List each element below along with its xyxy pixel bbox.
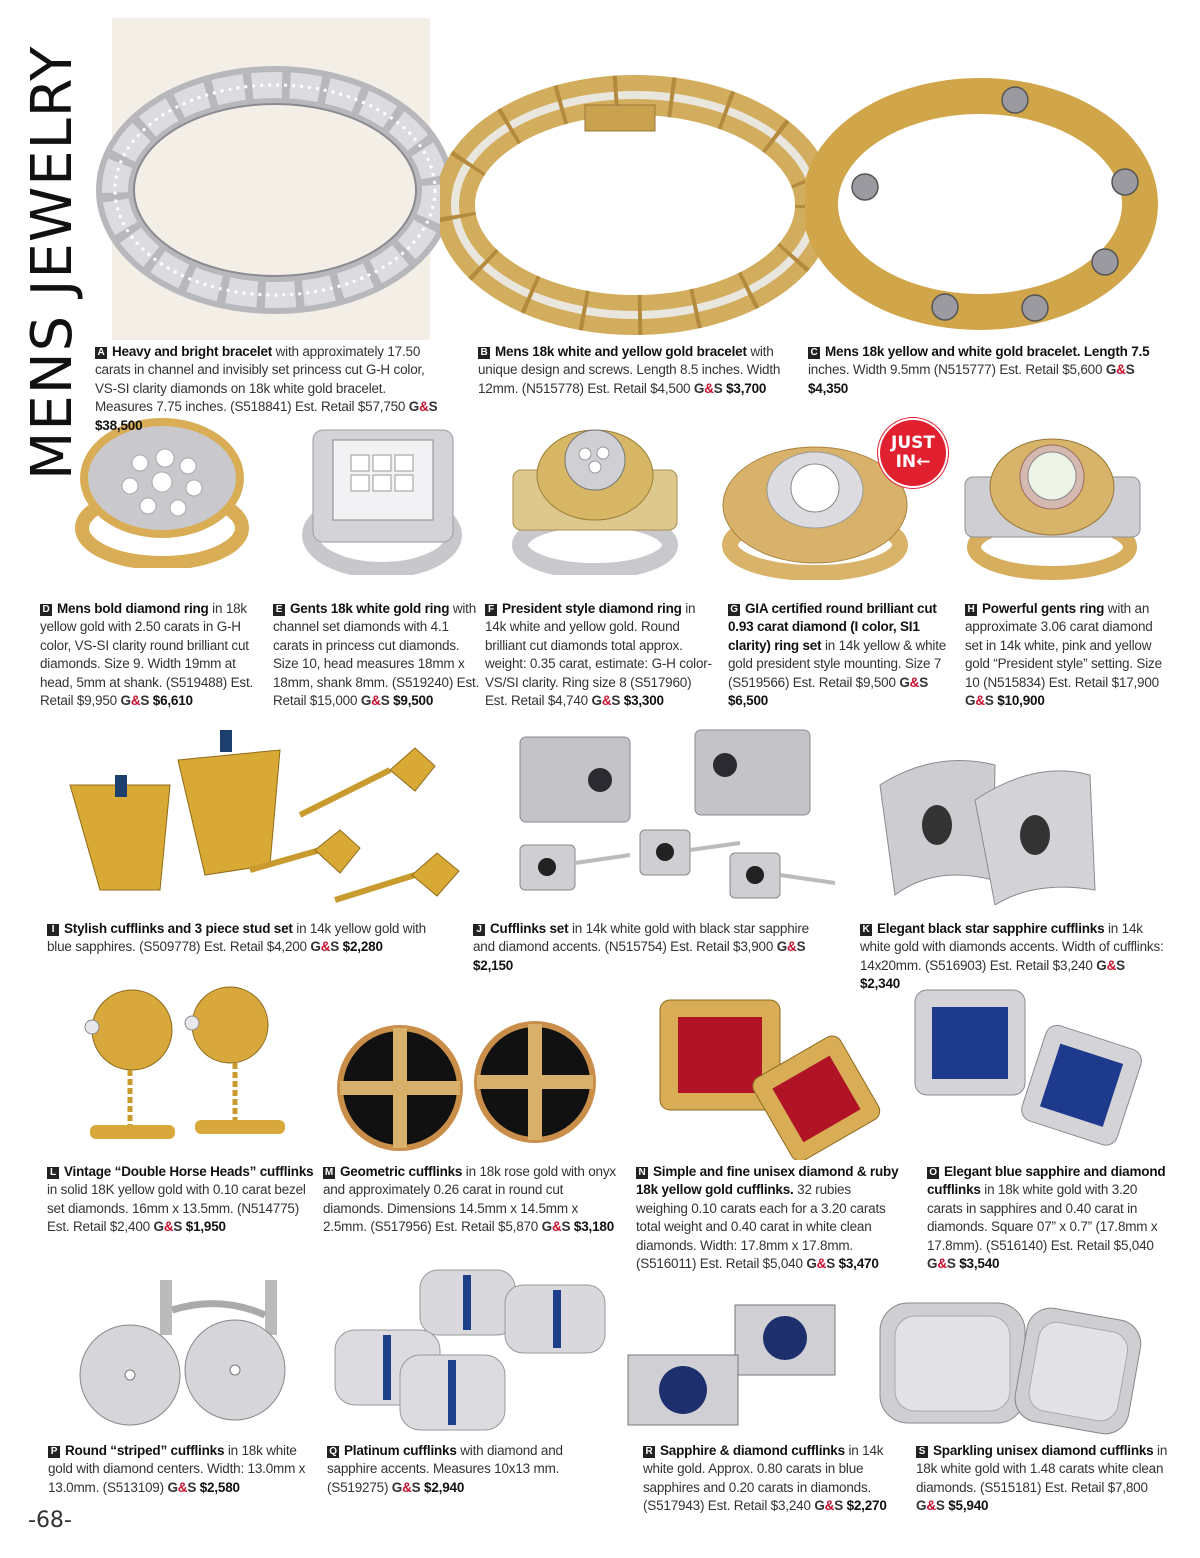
item-price: $2,270 <box>846 1498 887 1514</box>
item-letter-badge: K <box>860 924 872 936</box>
gs-label <box>409 399 438 414</box>
item-name: Stylish cufflinks and 3 piece stud set <box>64 921 293 936</box>
cufflinks-j-image <box>500 725 845 905</box>
gs-s: S <box>946 1256 956 1272</box>
gs-s: S <box>611 693 621 709</box>
item-price: $10,900 <box>997 693 1045 709</box>
gs-s: S <box>919 674 928 690</box>
caption-h <box>965 600 1170 710</box>
item-name: Elegant blue sapphire and diamond cufflinks <box>927 1164 1166 1198</box>
page-number: -68- <box>28 1508 72 1533</box>
item-price: $2,580 <box>199 1479 240 1495</box>
gs-amp: & <box>909 674 920 690</box>
gs-s: S <box>796 939 806 955</box>
caption-e <box>273 600 485 710</box>
gs-amp: & <box>824 1498 835 1514</box>
item-price: $3,470 <box>838 1256 879 1272</box>
gs-g: G <box>776 939 788 955</box>
gs-g: G <box>167 1479 178 1495</box>
gs-s: S <box>187 1479 197 1495</box>
gs-s: S <box>330 939 340 955</box>
item-name: Heavy and bright bracelet <box>112 344 273 359</box>
gs-s: S <box>1116 957 1125 973</box>
item-price: $3,180 <box>573 1219 615 1235</box>
gs-g: G <box>927 1256 938 1272</box>
gs-g: G <box>806 1256 817 1272</box>
cufflinks-s-image <box>875 1298 1150 1438</box>
gs-s: S <box>984 693 994 709</box>
item-letter-badge: G <box>728 604 740 616</box>
cufflinks-i-image <box>60 725 480 910</box>
ring-e-image <box>295 425 470 575</box>
caption-r <box>643 1442 905 1516</box>
item-description: inches. Width 9.5mm (N515777) Est. Retail $5,600 <box>808 362 1106 378</box>
item-description: in 14k yellow & white gold president style mounting. Size 7 (S519566) Est. Retail $9,500 <box>728 637 947 690</box>
gs-s: S <box>561 1219 571 1235</box>
gs-s: S <box>713 380 723 396</box>
gs-amp: & <box>601 693 612 709</box>
gs-label <box>361 693 390 708</box>
cufflinks-q-image <box>330 1265 615 1435</box>
gs-amp: & <box>937 1256 947 1272</box>
gs-s: S <box>1125 362 1135 378</box>
gs-label <box>694 381 723 396</box>
item-price: $6,500 <box>728 693 769 709</box>
item-price: $5,940 <box>948 1498 989 1514</box>
gs-g: G <box>541 1219 552 1235</box>
gs-amp: & <box>320 939 331 955</box>
gs-s: S <box>173 1219 183 1235</box>
cufflinks-l-image <box>70 985 300 1160</box>
gs-amp: & <box>402 1479 412 1495</box>
gs-amp: & <box>1116 362 1126 378</box>
gs-label <box>927 1256 956 1271</box>
gs-label <box>777 939 806 954</box>
caption-g <box>728 600 948 710</box>
gs-g: G <box>310 939 321 955</box>
item-letter-badge: S <box>916 1446 928 1458</box>
gs-amp: & <box>130 693 141 709</box>
item-description: in 14k white and yellow gold. Round brilliant cut diamonds total approx. weight: 0.35 carat, estimate: G-H color-VS/SI clarity. Ring size 8 (S517960) Est. Retail $4,740 <box>485 601 712 709</box>
gs-g: G <box>899 674 910 690</box>
item-description: in 18k white gold with 1.48 carats white clean diamonds. (S515181) Est. Retail $7,800 <box>916 1443 1168 1495</box>
gs-amp: & <box>704 380 714 396</box>
item-name: Sapphire & diamond cufflinks <box>660 1443 845 1458</box>
gs-amp: & <box>1106 957 1117 973</box>
item-description: in 14k yellow gold with blue sapphires. (S509778) Est. Retail $4,200 <box>47 921 426 955</box>
gs-amp: & <box>551 1219 562 1235</box>
gs-s: S <box>935 1498 945 1514</box>
gs-g: G <box>1105 362 1117 378</box>
gs-label <box>1106 362 1135 377</box>
item-price: $6,610 <box>152 693 193 709</box>
item-name: Mens 18k white and yellow gold bracelet <box>495 344 747 359</box>
cufflinks-r-image <box>620 1300 860 1430</box>
item-letter-badge: B <box>478 347 490 359</box>
item-letter-badge: C <box>808 347 820 359</box>
ring-f-image <box>505 420 685 575</box>
item-description: in 14k white gold with diamonds accents. Width of cufflinks: 14x20mm. (S516903) Est. Retail $3,240 <box>860 921 1164 973</box>
gs-amp: & <box>371 693 381 709</box>
item-price: $4,350 <box>808 380 849 396</box>
item-description: with diamond and sapphire accents. Measures 10x13 mm. (S519275) <box>327 1443 563 1495</box>
cufflinks-m-image <box>330 1020 615 1155</box>
gs-g: G <box>408 399 420 415</box>
gs-s: S <box>411 1479 421 1495</box>
item-price: $1,950 <box>185 1219 226 1235</box>
caption-b <box>478 343 788 398</box>
gs-s: S <box>428 399 438 415</box>
gs-amp: & <box>975 693 985 709</box>
caption-n <box>636 1163 906 1273</box>
item-letter-badge: I <box>47 924 59 936</box>
caption-q <box>327 1442 612 1497</box>
item-description: in 18k rose gold with onyx and approximately 0.26 carat in round cut diamonds. Dimensions 14.5mm x 14.5mm x 2.5mm. (S517956) Est. Retail $5,870 <box>323 1164 616 1235</box>
cufflinks-k-image <box>875 730 1175 905</box>
caption-c <box>808 343 1153 398</box>
gs-label <box>310 939 339 954</box>
caption-i <box>47 920 427 957</box>
item-description: 32 rubies weighing 0.10 carats each for a 3.20 carats total weight and 0.40 carat in white clean diamonds. Width: 17.8mm x 17.8mm. (S516011) Est. Retail $5,040 <box>636 1182 886 1272</box>
caption-j <box>473 920 813 975</box>
item-letter-badge: Q <box>327 1446 339 1458</box>
gs-g: G <box>916 1498 927 1514</box>
caption-p <box>48 1442 316 1497</box>
item-description: in solid 18K yellow gold with 0.10 carat bezel set diamonds. 16mm x 13.5mm. (N514775) Est. Retail $2,400 <box>47 1182 306 1235</box>
gs-g: G <box>120 693 131 709</box>
caption-l <box>47 1163 317 1237</box>
gs-s: S <box>140 693 150 709</box>
item-letter-badge: R <box>643 1446 655 1458</box>
caption-f <box>485 600 715 710</box>
gs-label <box>806 1256 835 1271</box>
item-letter-badge: O <box>927 1167 939 1179</box>
gs-label <box>392 1480 421 1495</box>
just-in-line-1: JUST <box>891 433 935 453</box>
gs-g: G <box>693 380 705 396</box>
item-letter-badge: N <box>636 1167 648 1179</box>
gs-label <box>154 1219 183 1234</box>
gs-label <box>167 1480 196 1495</box>
item-price: $9,500 <box>393 693 434 709</box>
item-price: $3,540 <box>959 1256 1000 1272</box>
item-name: Round “striped” cufflinks <box>65 1443 225 1458</box>
item-name: Mens 18k yellow and white gold bracelet. Length 7.5 <box>825 344 1150 359</box>
gs-label <box>1096 958 1125 973</box>
gs-label <box>592 693 621 708</box>
item-price: $2,150 <box>473 957 514 973</box>
cufflinks-p-image <box>75 1270 305 1435</box>
gs-g: G <box>360 693 372 709</box>
item-description: in 14k white gold. Approx. 0.80 carats in blue sapphires and 0.20 carats in diamonds. (S517943) Est. Retail $3,240 <box>643 1443 884 1514</box>
caption-a <box>95 343 447 435</box>
just-in-line-2: IN← <box>895 452 931 472</box>
ring-h-image <box>960 432 1145 582</box>
cufflinks-n-image <box>650 995 900 1160</box>
item-description: with unique design and screws. Length 8.5 inches. Width 12mm. (N515778) Est. Retail $4,500 <box>478 344 781 396</box>
item-name: President style diamond ring <box>502 601 682 616</box>
gs-g: G <box>391 1479 403 1495</box>
item-price: $2,280 <box>342 939 383 955</box>
gs-s: S <box>380 693 390 709</box>
gs-label <box>814 1498 843 1513</box>
section-title: MENS JEWELRY <box>20 45 85 480</box>
gs-s: S <box>834 1498 843 1514</box>
item-name: Simple and fine unisex diamond & ruby 18k yellow gold cufflinks. <box>636 1164 899 1198</box>
gs-label <box>916 1498 945 1513</box>
bracelet-c-image <box>805 62 1165 342</box>
ring-d-image <box>70 418 255 568</box>
item-name: GIA certified round brilliant cut 0.93 carat diamond (I color, SI1 clarity) ring set <box>728 601 937 653</box>
item-name: Platinum cufflinks <box>344 1443 457 1458</box>
item-name: Vintage “Double Horse Heads” cufflinks <box>64 1164 314 1179</box>
bracelet-b-image <box>440 60 840 340</box>
cufflinks-o-image <box>905 985 1150 1155</box>
item-description: with channel set diamonds with 4.1 carats in princess cut diamonds. Size 10, head measures 18mm x 18mm, shank 8mm. (S519240) Est. Retail $15,000 <box>273 601 480 709</box>
caption-m <box>323 1163 618 1237</box>
bracelet-a-image <box>95 40 455 330</box>
gs-amp: & <box>816 1256 827 1272</box>
item-letter-badge: L <box>47 1167 59 1179</box>
gs-amp: & <box>177 1479 188 1495</box>
gs-label <box>965 693 994 708</box>
gs-label <box>542 1219 571 1234</box>
gs-amp: & <box>926 1498 936 1514</box>
gs-amp: & <box>787 939 797 955</box>
item-letter-badge: F <box>485 604 497 616</box>
item-price: $2,340 <box>860 976 901 992</box>
item-letter-badge: H <box>965 604 977 616</box>
gs-amp: & <box>419 399 429 415</box>
caption-s <box>916 1442 1178 1516</box>
item-description: in 18k white gold with diamond centers. Width: 13.0mm x 13.0mm. (S513109) <box>48 1443 306 1495</box>
gs-g: G <box>965 693 976 709</box>
item-description: with approximately 17.50 carats in channel and invisibly set princess cut G-H color, VS-SI clarity diamonds on 18k white gold bracelet. Measures 7.75 inches. (S518841) Est. Retail $57,750 <box>95 344 425 415</box>
item-price: $3,700 <box>726 380 767 396</box>
gs-g: G <box>814 1498 825 1514</box>
item-name: Cufflinks set <box>490 921 569 936</box>
gs-g: G <box>153 1219 164 1235</box>
item-letter-badge: A <box>95 347 107 359</box>
item-letter-badge: E <box>273 604 285 616</box>
item-name: Elegant black star sapphire cufflinks <box>877 921 1105 936</box>
item-letter-badge: M <box>324 1167 334 1178</box>
gs-label <box>121 693 150 708</box>
item-name: Sparkling unisex diamond cufflinks <box>933 1443 1154 1458</box>
just-in-badge <box>880 420 946 486</box>
gs-g: G <box>591 693 602 709</box>
item-description: with an approximate 3.06 carat diamond set in 14k white, pink and yellow gold “President style” setting. Size 10 (N515834) Est. Retail $17,900 <box>965 601 1162 690</box>
item-description: in 14k white gold with black star sapphire and diamond accents. (N515754) Est. Retail $3,900 <box>473 921 809 955</box>
item-name: Powerful gents ring <box>982 601 1105 616</box>
item-price: $38,500 <box>95 417 143 433</box>
gs-label <box>899 675 928 690</box>
item-letter-badge: P <box>48 1446 60 1458</box>
item-name: Geometric cufflinks <box>340 1164 463 1179</box>
item-name: Gents 18k white gold ring <box>290 601 450 616</box>
caption-k <box>860 920 1165 994</box>
gs-s: S <box>826 1256 835 1272</box>
caption-o <box>927 1163 1172 1273</box>
gs-g: G <box>1096 957 1107 973</box>
gs-amp: & <box>163 1219 174 1235</box>
item-price: $3,300 <box>623 693 664 709</box>
item-price: $2,940 <box>424 1479 465 1495</box>
item-description: in 18k yellow gold with 2.50 carats in G-H color, VS-SI clarity round brilliant cut diamonds. Size 9. Width 19mm at head, 5mm at shank. (S519488) Est. Retail $9,950 <box>40 601 254 709</box>
caption-d <box>40 600 265 710</box>
item-description: in 18k white gold with 3.20 carats in sapphires and 0.40 carat in diamonds. Square 07” x 0.7” (17.8mm x 17.8mm). (S516140) Est. Retail $5,040 <box>927 1182 1158 1253</box>
item-letter-badge: D <box>40 604 52 616</box>
item-letter-badge: J <box>473 924 485 936</box>
item-name: Mens bold diamond ring <box>57 601 209 616</box>
